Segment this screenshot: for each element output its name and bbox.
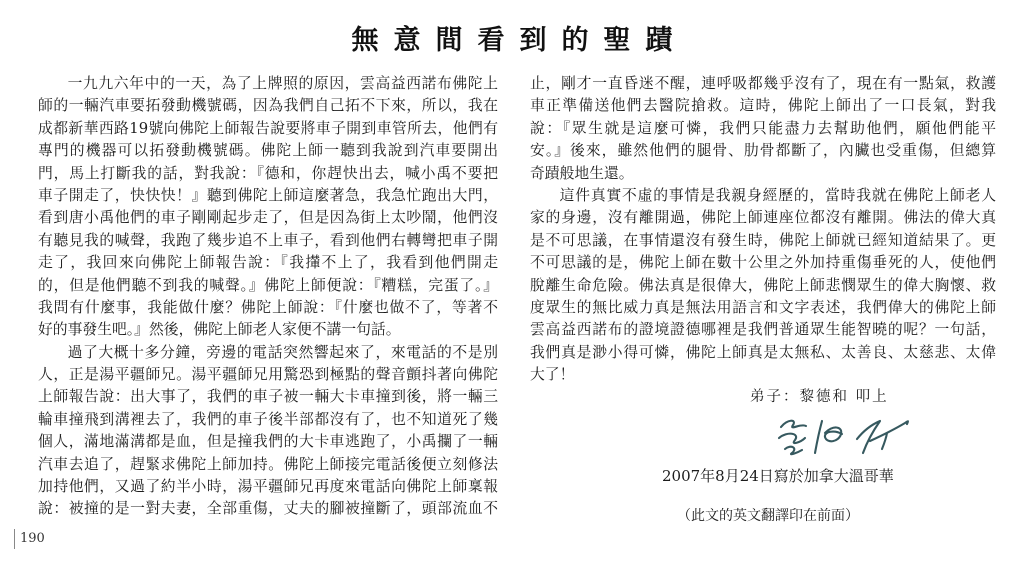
text-line: 有聽見我的喊聲，我跑了幾步追不上車子，看到他們右轉彎把車子開 (38, 231, 498, 249)
text-line: 個人，滿地滿溝都是血，但是撞我們的大卡車逃跑了，小禹攔了一輛 (38, 433, 498, 451)
article-column-right (530, 73, 996, 526)
signature-block (530, 411, 996, 461)
text-line: 過了大概十多分鐘，旁邊的電話突然響起來了，來電話的不是別 (67, 343, 498, 361)
text-line: 成都新華西路19號向佛陀上師報告說要將車子開到車管所去，他們有 (38, 119, 498, 137)
text-line: 大了！ (530, 366, 575, 384)
translation-note: （此文的英文翻譯印在前面） (677, 507, 859, 524)
text-line: 專門的機器可以拓發動機號碼。佛陀上師一聽到我說到汽車要開出 (38, 142, 498, 160)
text-line: 加持他們，又過了約半小時，湯平疆師兄再度來電話向佛陀上師稟報 (38, 478, 498, 496)
date-line: 2007年8月24日寫於加拿大溫哥華 (662, 466, 894, 485)
text-line: 走了，我回來向佛陀上師報告說：『我攆不上了，我看到他們開走 (38, 254, 498, 272)
text-line: 汽車去追了，趕緊求佛陀上師加持。佛陀上師接完電話後便立刻修法 (38, 455, 498, 473)
text-line: 輪車撞飛到溝裡去了，我們的車子後半部都沒有了，也不知道死了幾 (38, 410, 498, 428)
text-line: 說：被撞的是一對夫妻，全部重傷，丈夫的腳被撞斷了，頭部流血不 (38, 500, 498, 518)
text-line: 安。』後來，雖然他們的腿骨、肋骨都斷了，內臟也受重傷，但總算 (530, 142, 996, 160)
text-line: 是不可思議，在事情還沒有發生時，佛陀上師就已經知道結果了。更 (530, 231, 996, 249)
article-column-right-text (530, 73, 996, 386)
text-line: 我們真是渺小得可憐，佛陀上師真是太無私、太善良、太慈悲、太偉 (530, 343, 996, 361)
text-line: 好的事發生吧。』然後，佛陀上師老人家便不講一句話。 (38, 321, 401, 339)
text-line: 車正準備送他們去醫院搶救。這時，佛陀上師出了一口長氣，對我 (530, 97, 996, 115)
text-line: 一九九六年中的一天，為了上牌照的原因，雲高益西諾布佛陀上 (67, 75, 498, 92)
text-line: 門，馬上打斷我的話，對我說：『德和，你趕快出去，喊小禹不要把 (38, 164, 498, 182)
text-line: 說：『眾生就是這麼可憐，我們只能盡力去幫助他們，願他們能平 (530, 119, 996, 137)
text-line: 奇蹟般地生還。 (530, 164, 634, 182)
article-column-left (38, 73, 498, 521)
article-title: 無意間看到的聖蹟 (351, 25, 688, 56)
text-line: 度眾生的無比威力真是無法用語言和文字表述，我們偉大的佛陀上師 (530, 298, 996, 316)
text-line: 我問有什麼事，我能做什麼？佛陀上師說：『什麼也做不了，等著不 (38, 298, 498, 316)
signature-image (775, 411, 910, 459)
text-line: 止，剛才一直昏迷不醒，連呼吸都幾乎沒有了，現在有一點氣，救護 (530, 75, 996, 92)
signoff-line: 弟子：黎德和 叩上 (750, 389, 889, 406)
page-number: 190 (14, 529, 45, 549)
text-line: 看到唐小禹他們的車子剛剛起步走了，但是因為街上太吵鬧，他們沒 (38, 209, 498, 227)
text-line: 脫離生命危險。佛法真是很偉大，佛陀上師悲憫眾生的偉大胸懷、救 (530, 276, 996, 294)
text-line: 師的一輛汽車要拓發動機號碼，因為我們自己拓不下來，所以，我在 (38, 97, 498, 115)
text-line: 的，但是他們聽不到我的喊聲。』佛陀上師便說：『糟糕，完蛋了。』 (38, 276, 498, 294)
text-line: 這件真實不虛的事情是我親身經歷的，當時我就在佛陀上師老人 (559, 186, 996, 204)
text-line: 不可思議的是，佛陀上師在數十公里之外加持重傷垂死的人，使他們 (530, 254, 996, 272)
text-line: 上師報告說：出大事了，我們的車子被一輛大卡車撞到後，將一輛三 (38, 388, 498, 406)
text-line: 家的身邊，沒有離開過，佛陀上師連座位都沒有離開。佛法的偉大真 (530, 209, 996, 227)
text-line: 雲高益西諾布的證境證德哪裡是我們普通眾生能智曉的呢？一句話， (530, 321, 996, 339)
text-line: 人，正是湯平疆師兄。湯平疆師兄用驚恐到極點的聲音顫抖著向佛陀 (38, 366, 498, 384)
text-line: 車子開走了，快快快！』聽到佛陀上師這麼著急，我急忙跑出大門， (38, 186, 498, 204)
